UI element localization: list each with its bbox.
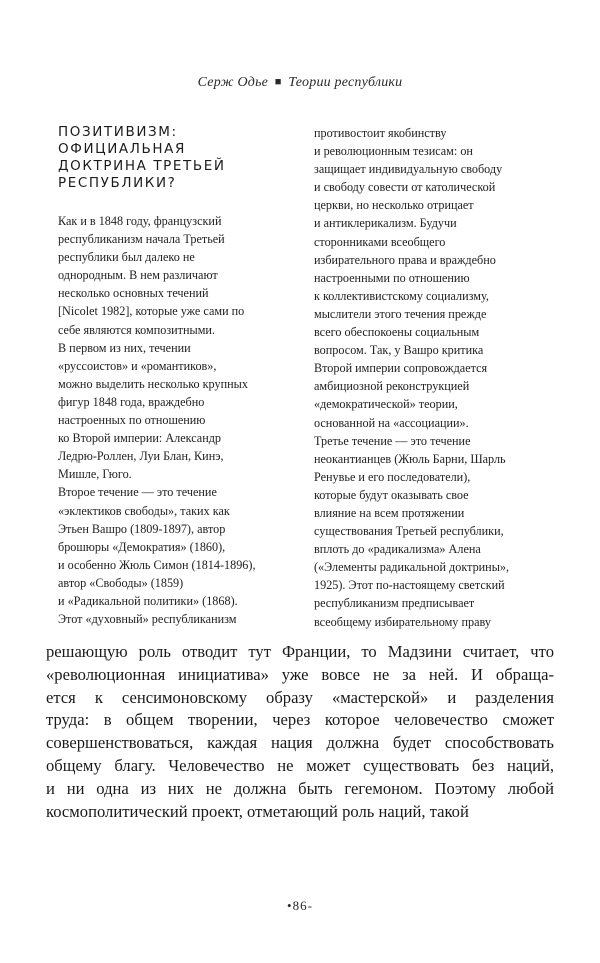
sidebar-text-line: всеобщему избирательному праву [314, 614, 491, 629]
sidebar-text-line: брошюры «Демократия» (1860), [58, 539, 226, 554]
sidebar-box [58, 124, 544, 636]
sidebar-left-text [58, 212, 278, 628]
main-text-line: труда: в общем творении, через которое человечество сможет [46, 710, 554, 730]
sidebar-text-line: («Элементы радикальной доктрины», [314, 560, 510, 575]
sidebar-title-line: РЕСПУБЛИКИ? [58, 175, 177, 191]
sidebar-text-line: церкви, но несколько отрицает [314, 198, 474, 213]
running-header [0, 75, 600, 91]
header-author: Серж Одье [197, 75, 269, 90]
sidebar-text-line: которые будут оказывать свое [314, 487, 469, 502]
sidebar-title-line: ОФИЦИАЛЬНАЯ [58, 141, 186, 157]
sidebar-text-line: и антиклерикализм. Будучи [314, 216, 457, 231]
main-text [46, 641, 554, 823]
sidebar-text-line: сторонниками всеобщего [314, 234, 446, 249]
sidebar-text-line: настроенных по отношению [58, 413, 206, 428]
sidebar-text-line: и «Радикальной политики» (1868). [58, 593, 238, 608]
main-text-line: космополитический проект, отметающий роль наций, такой [46, 801, 469, 821]
sidebar-text-line: Третье течение — это течение [314, 433, 471, 448]
sidebar-text-line: Ренувье и его последователи), [314, 469, 471, 484]
sidebar-text-line: «эклектиков свободы», таких как [58, 503, 230, 518]
sidebar-text-line: республиканизм предписывает [314, 596, 475, 611]
sidebar-right-column [314, 124, 546, 631]
sidebar-text-line: Ледрю-Роллен, Луи Блан, Кинэ, [58, 449, 224, 464]
sidebar-text-line: Второй империи сопровождается [314, 361, 488, 376]
sidebar-text-line: всего обеспокоены социальным [314, 325, 480, 340]
header-book-title: Теории республики [288, 75, 403, 90]
sidebar-text-line: вопросом. Так, у Вашро критика [314, 343, 484, 358]
sidebar-text-line: однородным. В нем различают [58, 268, 218, 283]
sidebar-text-line: защищает индивидуальную свободу [314, 162, 503, 177]
sidebar-text-line: Второе течение — это течение [58, 485, 217, 500]
sidebar-text-line: к коллективистскому социализму, [314, 288, 489, 303]
sidebar-text-line: «демократической» теории, [314, 397, 458, 412]
main-text-line: совершенствоваться, каждая нация должна будет способствовать [46, 733, 554, 753]
sidebar-text-line: и революционным тезисам: он [314, 144, 473, 159]
sidebar-text-line: республики был далеко не [58, 250, 195, 265]
sidebar-text-line: влияние на всем протяжении [314, 505, 465, 520]
main-text-line: и ни одна из них не должна быть гегемоном. Поэтому любой [46, 778, 554, 798]
sidebar-left-column [58, 124, 278, 628]
sidebar-text-line: амбициозной реконструкцией [314, 379, 470, 394]
sidebar-text-line: неокантианцев (Жюль Барни, Шарль [314, 451, 506, 466]
sidebar-text-line: Как и в 1848 году, французский [58, 214, 222, 228]
sidebar-text-line: фигур 1848 года, враждебно [58, 394, 205, 409]
sidebar-title-line: ДОКТРИНА ТРЕТЬЕЙ [58, 158, 226, 174]
main-text-line: решающую роль отводит тут Франции, то Мадзини считает, что [46, 642, 554, 661]
sidebar-text-line: Этьен Вашро (1809-1897), автор [58, 521, 226, 536]
main-text-line: общему благу. Человечество не может существовать без наций, [46, 755, 554, 775]
sidebar-text-line: избирательного права и враждебно [314, 252, 496, 267]
sidebar-text-line: Этот «духовный» республиканизм [58, 612, 237, 627]
header-separator: ■ [274, 76, 282, 88]
sidebar-title-line: ПОЗИТИВИЗМ: [58, 124, 178, 140]
sidebar-text-line: и особенно Жюль Симон (1814-1896), [58, 557, 256, 572]
sidebar-text-line: В первом из них, течении [58, 340, 191, 355]
sidebar-text-line: ко Второй империи: Александр [58, 431, 222, 446]
sidebar-text-line: автор «Свободы» (1859) [58, 575, 184, 590]
sidebar-text-line: существования Третьей республики, [314, 524, 504, 539]
sidebar-text-line: вплоть до «радикализма» Алена [314, 542, 481, 557]
sidebar-text-line: Мишле, Гюго. [58, 467, 132, 482]
sidebar-text-line: республиканизм начала Третьей [58, 232, 225, 247]
main-text-line: «революционная инициатива» уже вовсе не за ней. И обраща- [46, 664, 554, 684]
sidebar-text-line: «руссоистов» и «романтиков», [58, 358, 217, 373]
sidebar-text-line: несколько основных течений [58, 286, 209, 301]
sidebar-text-line: себе являются композитными. [58, 322, 215, 337]
page-number: •86- [287, 898, 313, 913]
sidebar-text-line: основанной на «ассоциации». [314, 415, 469, 430]
sidebar-text-line: и свободу совести от католической [314, 180, 496, 195]
sidebar-text-line: [Nicolet 1982], которые уже сами по [58, 304, 245, 319]
sidebar-text-line: можно выделить несколько крупных [58, 376, 248, 391]
sidebar-text-line: 1925). Этот по-настоящему светский [314, 578, 505, 593]
main-text-line: ется к сенсимоновскому образу «мастерской» и разделения [46, 687, 554, 707]
sidebar-text-line: настроенными по отношению [314, 270, 470, 285]
sidebar-text-line: противостоит якобинству [314, 126, 447, 140]
sidebar-text-line: мыслители этого течения прежде [314, 306, 487, 321]
sidebar-title [58, 124, 278, 192]
